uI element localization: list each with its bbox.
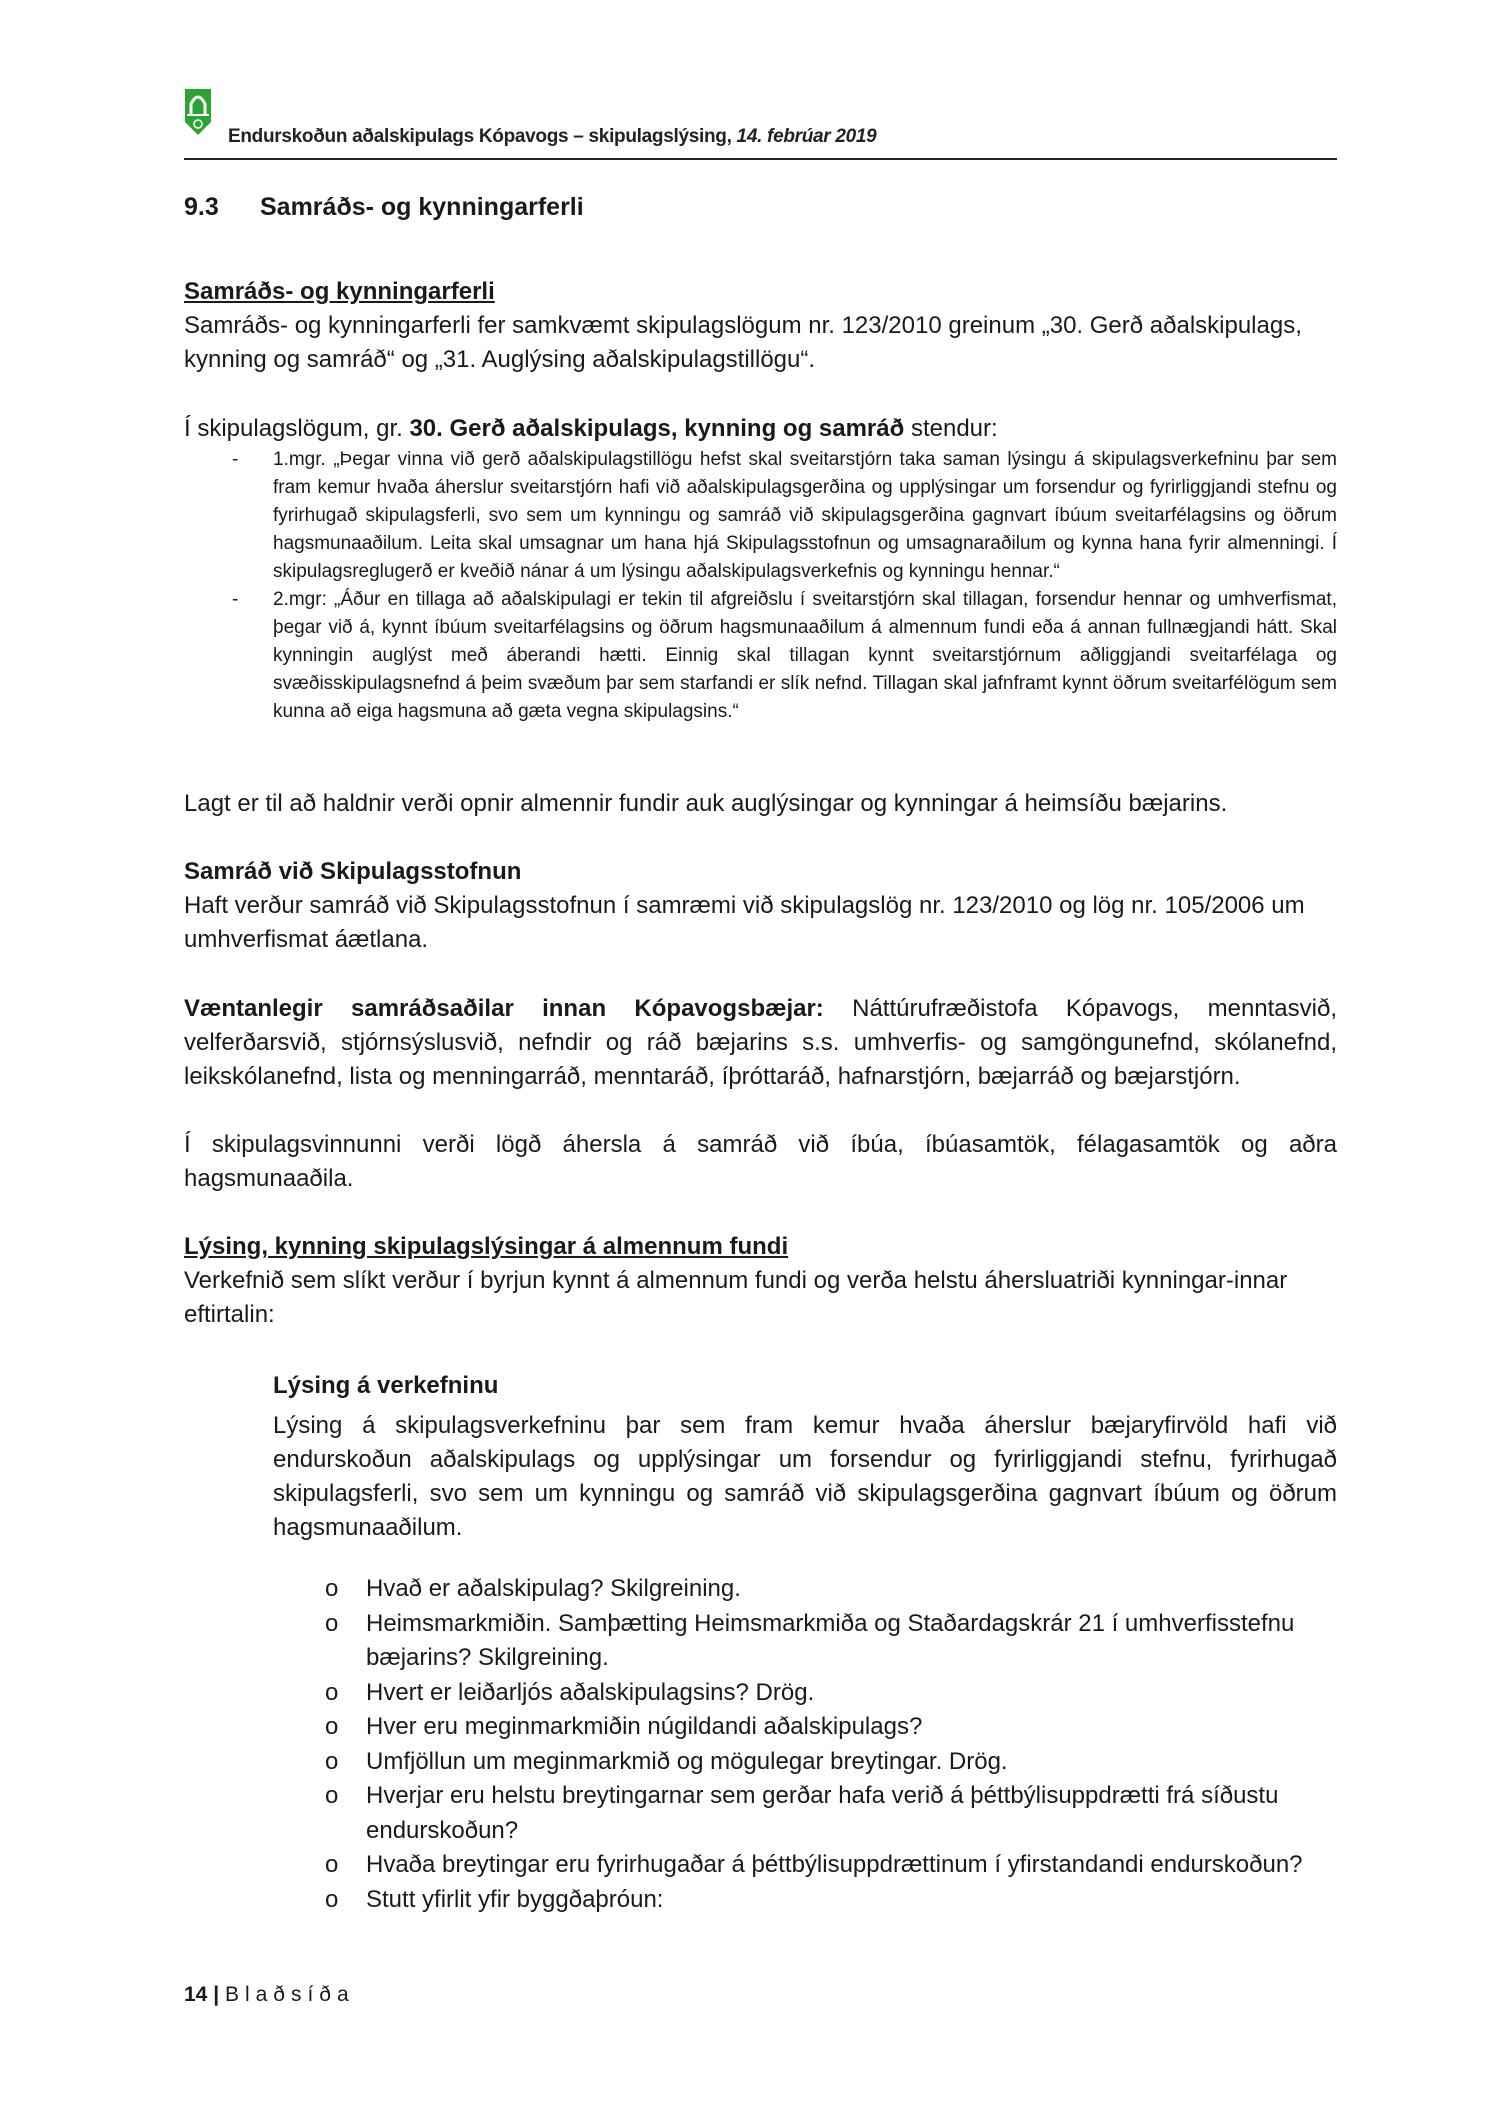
page-footer: [184, 1983, 355, 2007]
kopavogur-logo-icon: [184, 88, 212, 136]
quote-item: [232, 446, 1337, 586]
text: stendur:: [910, 415, 998, 442]
list-item: [325, 1779, 1337, 1848]
list-item: [325, 1607, 1337, 1676]
subheading: Lýsing á verkefninu: [273, 1372, 499, 1399]
bullet-marker: o: [325, 1609, 339, 1637]
paragraph-stakeholders: [184, 992, 1337, 1094]
paragraph-samradsferli: [184, 275, 1337, 377]
list-item-text: Umfjöllun um meginmarkmið og mögulegar breytingar. Drög.: [366, 1747, 1008, 1775]
quote-item: [232, 586, 1337, 726]
paragraph-consultation: Í skipulagsvinnunni verði lögð áhersla á samráð við íbúa, íbúasamtök, félagasamtök og aðra hagsmunaaðila.: [184, 1131, 1337, 1192]
list-item-text: Stutt yfirlit yfir byggðaþróun:: [366, 1885, 664, 1913]
section-title: Samráðs- og kynningarferli: [260, 193, 584, 221]
subheading: Lýsing, kynning skipulagslýsingar á almennum fundi: [184, 1233, 789, 1260]
bullet-marker: o: [325, 1575, 339, 1602]
bold-text: Væntanlegir samráðsaðilar innan Kópavogsbæjar:: [184, 995, 824, 1022]
bullet-marker: o: [325, 1851, 339, 1878]
list-item-text: Hver eru meginmarkmiðin núgildandi aðalskipulags?: [366, 1713, 923, 1740]
list-item-text: Heimsmarkmiðin. Samþætting Heimsmarkmiða og Staðardagskrár 21 í umhverfisstefnu bæjarins? Skilgreining.: [366, 1609, 1295, 1671]
paragraph-law-intro: [184, 412, 1337, 446]
dash-bullet: -: [232, 449, 239, 470]
quote-text: 1.mgr. „Þegar vinna við gerð aðalskipulagstillögu hefst skal sveitarstjórn taka saman lýsingu á skipulagsverkefninu þar sem fram kemur hvaða áherslur sveitarstjórn hafi við aðalskipulagsgerðina og upplýsingar um forsendur og fyrirliggjandi stefnu og fyrirhugað skipulagsferli, svo sem um kynningu og samráð við skipulagsgerðina gagnvart íbúum sveitarfélagsins og öðrum hagsmunaaðilum. Leita skal umsagnar um hana hjá Skipulagsstofnun og umsagnaraðilum og kynna hana fyrir almenningi. Í skipulagsreglugerð er kveðið nánar á um lýsingu aðalskipulagsverkefnis og kynningu hennar.“: [273, 449, 1337, 582]
list-item: [325, 1745, 1337, 1780]
bullet-marker: o: [325, 1747, 339, 1775]
list-item-text: Hvert er leiðarljós aðalskipulagsins? Drög.: [366, 1678, 815, 1706]
page-label: Blaðsíða: [224, 1983, 355, 2006]
paragraph-text: Verkefnið sem slíkt verður í byrjun kynnt á almennum fundi og verða helstu áhersluatriði kynningar-innar eftirtalin:: [184, 1267, 1288, 1328]
list-item: [325, 1848, 1337, 1883]
subheading: Samráðs- og kynningarferli: [184, 278, 495, 305]
page-number: 14: [184, 1983, 208, 2006]
paragraph-text: Lýsing á skipulagsverkefninu þar sem fram kemur hvaða áherslur bæjaryfirvöld hafi við endurskoðun aðalskipulags og upplýsingar um forsendur og fyrirliggjandi stefnu, fyrirhugað skipulagsferli, svo sem um kynningu og samráð við skipulagsgerðina gagnvart íbúum og öðrum hagsmunaaðilum.: [273, 1412, 1337, 1541]
separator: |: [213, 1983, 220, 2006]
header-title-text: Endurskoðun aðalskipulags Kópavogs – skipulagslýsing,: [228, 126, 732, 147]
paragraph-skipulagsstofnun: [184, 855, 1337, 957]
page-header: [184, 86, 1337, 160]
section-number: 9.3: [184, 193, 219, 221]
paragraph-text: Náttúrufræðistofa Kópavogs, menntasvið, velferðarsvið, stjórnsýslusvið, nefndir og ráð bæjarins s.s. umhverfis- og samgöngunefnd, skólanefnd, leikskólanefnd, lista og menningarráð, menntaráð, íþróttaráð, hafnarstjórn, bæjarráð og bæjarstjórn.: [184, 995, 1337, 1090]
text: Í skipulagslögum, gr.: [184, 415, 403, 442]
subheading: Samráð við Skipulagsstofnun: [184, 858, 522, 885]
bold-text: 30. Gerð aðalskipulags, kynning og samráð: [409, 415, 905, 442]
paragraph-text: Samráðs- og kynningarferli fer samkvæmt skipulagslögum nr. 123/2010 greinum „30. Gerð aðalskipulags, kynning og samráð“ og „31. Auglýsing aðalskipulagstillögu“.: [184, 312, 1302, 373]
bullet-marker: o: [325, 1713, 339, 1740]
list-item: [325, 1572, 1337, 1607]
list-item-text: Hvað er aðalskipulag? Skilgreining.: [366, 1575, 741, 1602]
header-date: 14. febrúar 2019: [736, 126, 877, 147]
list-item-text: Hvaða breytingar eru fyrirhugaðar á þéttbýlisuppdrættinum í yfirstandandi endurskoðun?: [366, 1851, 1303, 1878]
bullet-marker: o: [325, 1782, 339, 1809]
bullet-marker: o: [325, 1885, 339, 1913]
paragraph-meetings: Lagt er til að haldnir verði opnir almennir fundir auk auglýsingar og kynningar á heimsíðu bæjarins.: [184, 790, 1228, 817]
paragraph-text: Haft verður samráð við Skipulagsstofnun í samræmi við skipulagslög nr. 123/2010 og lög nr. 105/2006 um umhverfismat áætlana.: [184, 892, 1305, 953]
list-item: [325, 1710, 1337, 1745]
list-item-text: Hverjar eru helstu breytingarnar sem gerðar hafa verið á þéttbýlisuppdrætti frá síðustu endurskoðun?: [366, 1782, 1279, 1844]
dash-bullet: -: [232, 589, 239, 610]
paragraph-project-description: [273, 1369, 1337, 1545]
law-quotes: [232, 446, 1337, 726]
list-item: [325, 1883, 1337, 1918]
quote-text: 2.mgr: „Áður en tillaga að aðalskipulagi er tekin til afgreiðslu í sveitarstjórn skal tillagan, forsendur hennar og umhverfismat, þegar við á, kynnt íbúum sveitarfélagsins og öðrum hagsmunaaðilum á almennum fundi eða á annan fullnægjandi hátt. Skal kynningin auglýst með áberandi hætti. Einnig skal tillagan kynnt sveitarstjórnum aðliggjandi sveitarfélaga og svæðisskipulagsnefnd á þeim svæðum þar sem starfandi er slík nefnd. Tillagan skal jafnframt kynnt öðrum sveitarfélögum sem kunna að eiga hagsmuna að gæta vegna skipulagsins.“: [273, 589, 1337, 722]
bullet-marker: o: [325, 1678, 339, 1706]
header-title: [228, 126, 876, 148]
paragraph-public-meeting: [184, 1230, 1337, 1332]
section-heading: [184, 193, 584, 222]
bullet-list: [325, 1572, 1337, 1917]
list-item: [325, 1676, 1337, 1711]
